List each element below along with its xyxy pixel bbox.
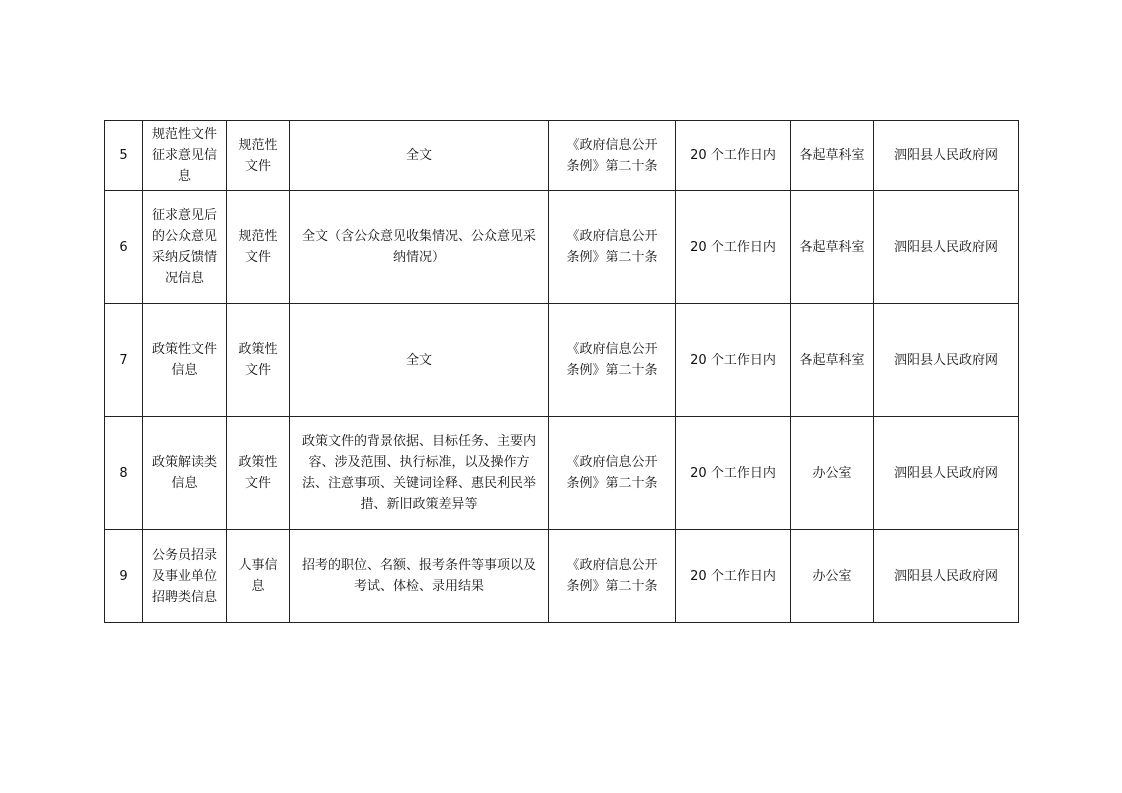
- deadline-cell: 20 个工作日内: [676, 191, 791, 304]
- department-cell: 各起草科室: [791, 191, 874, 304]
- department-cell: 办公室: [791, 417, 874, 530]
- category-cell: 政策性文件: [227, 304, 290, 417]
- row-number: 9: [105, 530, 143, 623]
- item-cell: 征求意见后的公众意见采纳反馈情况信息: [143, 191, 227, 304]
- row-number: 8: [105, 417, 143, 530]
- content-cell: 全文: [290, 304, 549, 417]
- channel-cell: 泗阳县人民政府网: [874, 530, 1019, 623]
- basis-cell: 《政府信息公开条例》第二十条: [549, 530, 676, 623]
- table-row: [105, 417, 1019, 530]
- deadline-cell: 20 个工作日内: [676, 417, 791, 530]
- row-number: 5: [105, 121, 143, 191]
- category-cell: 规范性文件: [227, 191, 290, 304]
- deadline-cell: 20 个工作日内: [676, 530, 791, 623]
- deadline-cell: 20 个工作日内: [676, 121, 791, 191]
- table-row: [105, 304, 1019, 417]
- department-cell: 办公室: [791, 530, 874, 623]
- item-cell: 公务员招录及事业单位招聘类信息: [143, 530, 227, 623]
- disclosure-table: [104, 120, 1019, 623]
- basis-cell: 《政府信息公开条例》第二十条: [549, 191, 676, 304]
- row-number: 7: [105, 304, 143, 417]
- channel-cell: 泗阳县人民政府网: [874, 417, 1019, 530]
- basis-cell: 《政府信息公开条例》第二十条: [549, 417, 676, 530]
- category-cell: 规范性文件: [227, 121, 290, 191]
- content-cell: 招考的职位、名额、报考条件等事项以及考试、体检、录用结果: [290, 530, 549, 623]
- channel-cell: 泗阳县人民政府网: [874, 121, 1019, 191]
- basis-cell: 《政府信息公开条例》第二十条: [549, 304, 676, 417]
- content-cell: 全文: [290, 121, 549, 191]
- category-cell: 政策性文件: [227, 417, 290, 530]
- channel-cell: 泗阳县人民政府网: [874, 304, 1019, 417]
- department-cell: 各起草科室: [791, 304, 874, 417]
- item-cell: 规范性文件征求意见信息: [143, 121, 227, 191]
- department-cell: 各起草科室: [791, 121, 874, 191]
- content-cell: 政策文件的背景依据、目标任务、主要内容、涉及范围、执行标准，以及操作方法、注意事项、关键词诠释、惠民利民举措、新旧政策差异等: [290, 417, 549, 530]
- table-row: [105, 530, 1019, 623]
- table-row: [105, 121, 1019, 191]
- item-cell: 政策解读类信息: [143, 417, 227, 530]
- channel-cell: 泗阳县人民政府网: [874, 191, 1019, 304]
- deadline-cell: 20 个工作日内: [676, 304, 791, 417]
- basis-cell: 《政府信息公开条例》第二十条: [549, 121, 676, 191]
- item-cell: 政策性文件信息: [143, 304, 227, 417]
- table-row: [105, 191, 1019, 304]
- category-cell: 人事信息: [227, 530, 290, 623]
- content-cell: 全文（含公众意见收集情况、公众意见采纳情况）: [290, 191, 549, 304]
- row-number: 6: [105, 191, 143, 304]
